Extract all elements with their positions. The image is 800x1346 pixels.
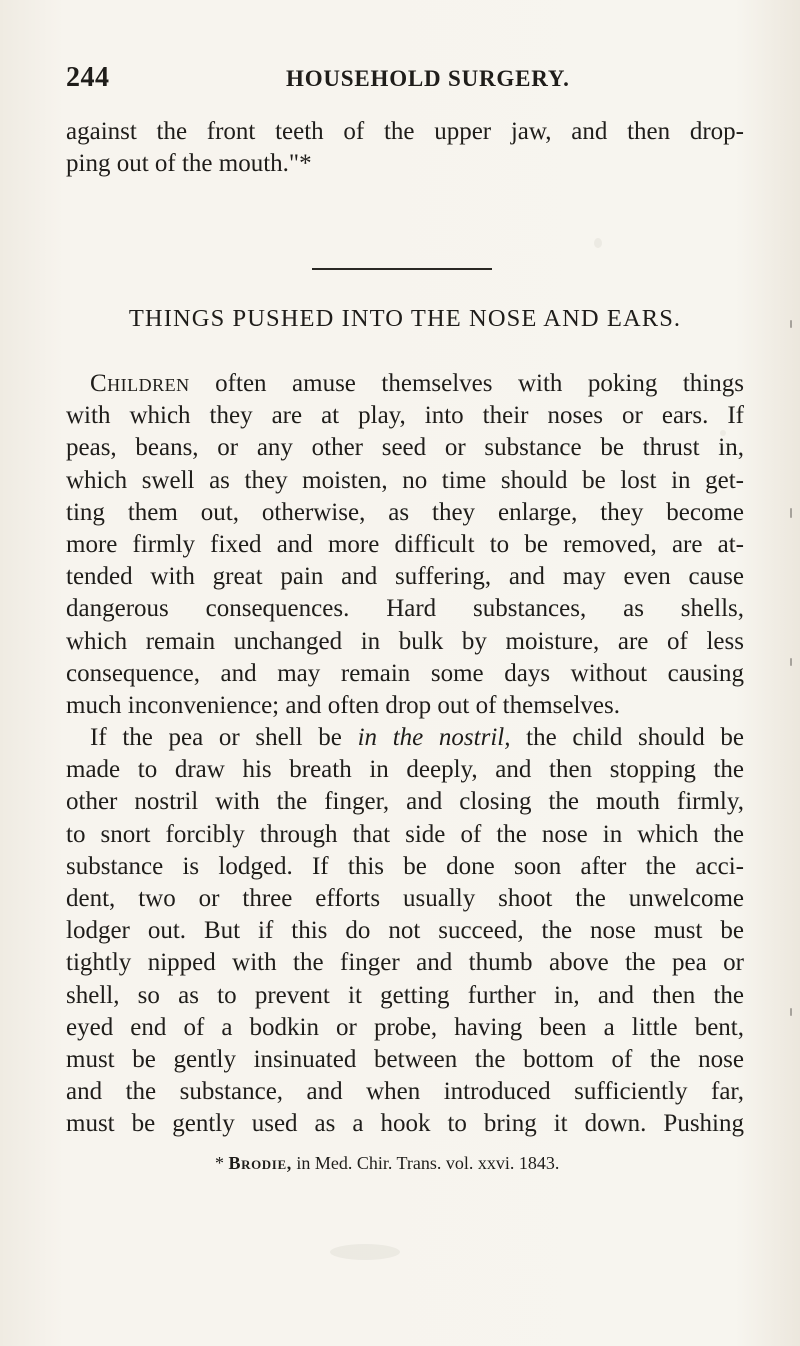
- paper-stain: [330, 1244, 400, 1260]
- running-head: HOUSEHOLD SURGERY.: [286, 66, 570, 91]
- paragraph-1-line: consequence, and may remain some days without causing: [66, 659, 744, 687]
- edge-mark: [790, 1008, 792, 1016]
- paragraph-1-line: much inconvenience; and often drop out of themselves.: [66, 692, 621, 720]
- opening-line-1: against the front teeth of the upper jaw, and then drop-: [66, 118, 744, 145]
- footnote-author: Brodie,: [228, 1153, 292, 1173]
- paragraph-2-line: shell, so as to prevent it getting further in, and then the: [66, 981, 744, 1009]
- paragraph-2-line: dent, two or three efforts usually shoot the unwelcome: [66, 885, 744, 913]
- paragraph-2-start: If the pea or shell be: [90, 724, 358, 751]
- edge-mark: [790, 508, 792, 518]
- footnote-marker: *: [215, 1153, 229, 1173]
- opening-text: [66, 116, 744, 180]
- page-number: 244: [66, 62, 110, 93]
- footnote-citation: in Med. Chir. Trans. vol. xxvi. 1843.: [291, 1153, 560, 1173]
- paper-speck: [594, 238, 602, 248]
- edge-mark: [790, 320, 792, 328]
- paragraph-2-line: eyed end of a bodkin or probe, having been a little bent,: [66, 1013, 744, 1041]
- paragraph-1-line: dangerous consequences. Hard substances, as shells,: [66, 595, 744, 623]
- paragraph-2-line: and the substance, and when introduced sufficiently far,: [66, 1078, 744, 1106]
- paragraph-2-line: lodger out. But if this do not succeed, the nose must be: [66, 917, 744, 945]
- paragraph-lead-word: Children: [90, 370, 190, 397]
- section-divider: [312, 268, 492, 270]
- paragraph-1-line: with which they are at play, into their noses or ears. If: [66, 402, 744, 430]
- paragraph-1-line: more firmly fixed and more difficult to be removed, are at-: [66, 531, 744, 559]
- paragraph-1: [66, 368, 744, 722]
- paragraph-1-line: tended with great pain and suffering, and may even cause: [66, 563, 744, 591]
- paragraph-2-line: to snort forcibly through that side of the nose in which the: [66, 820, 744, 848]
- page-header: [66, 62, 746, 98]
- edge-mark: [790, 658, 792, 666]
- paragraph-1-line: which swell as they moisten, no time should be lost in get-: [66, 466, 744, 494]
- paragraph-1-line: which remain unchanged in bulk by moisture, are of less: [66, 627, 744, 655]
- paragraph-1-line-1: [66, 368, 744, 400]
- paragraph-2-line: must be gently used as a hook to bring it down. Pushing: [66, 1110, 744, 1138]
- paragraph-2-line: other nostril with the finger, and closing the mouth firmly,: [66, 788, 744, 816]
- section-title: THINGS PUSHED INTO THE NOSE AND EARS.: [128, 305, 682, 332]
- paragraph-2-emphasis: in the nostril,: [357, 724, 511, 751]
- paragraph-2-line: made to draw his breath in deeply, and then stopping the: [66, 756, 744, 784]
- footnote: [215, 1152, 559, 1174]
- paragraph-2-line: tightly nipped with the finger and thumb above the pea or: [66, 949, 744, 977]
- paragraph-2-line: must be gently insinuated between the bottom of the nose: [66, 1046, 744, 1074]
- paragraph-2-line: substance is lodged. If this be done soon after the acci-: [66, 852, 744, 880]
- paragraph-1-line-1-rest: often amuse themselves with poking things: [189, 370, 744, 397]
- paragraph-2: [66, 722, 744, 1141]
- paragraph-2-first-end: the child should be: [510, 724, 744, 751]
- paragraph-1-line: peas, beans, or any other seed or substance be thrust in,: [66, 434, 744, 462]
- paragraph-2-line-1: [66, 722, 744, 754]
- opening-line-2: ping out of the mouth."*: [66, 150, 312, 178]
- paragraph-1-line: ting them out, otherwise, as they enlarge, they become: [66, 498, 744, 526]
